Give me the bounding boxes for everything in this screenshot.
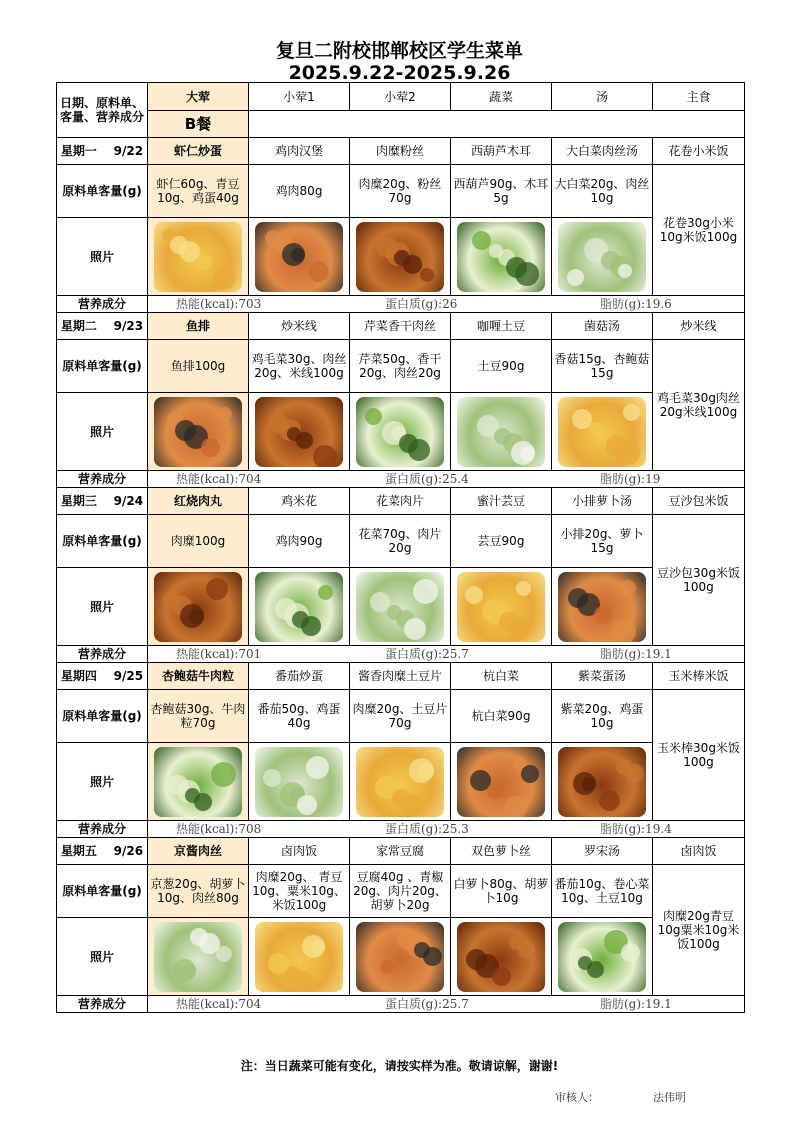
bok-choy-photo: [457, 747, 545, 817]
ingredient-amounts: 西葫芦90g、木耳5g: [451, 165, 552, 218]
day-name: 星期五: [60, 844, 97, 858]
honey-beans-photo: [457, 572, 545, 642]
shredded-pork-photo: [154, 922, 242, 992]
photo-label: 照片: [57, 218, 148, 296]
fat-value: 脂肪(g):19.1: [600, 997, 672, 1011]
seaweed-egg-soup-photo: [558, 747, 646, 817]
day-name: 星期二: [60, 319, 97, 333]
day-name: 星期四: [60, 669, 97, 683]
ingredient-amounts: 小排20g、萝卜15g: [552, 515, 653, 568]
staple-ingredients: 肉糜20g青豆10g粟米10g米饭100g: [653, 865, 745, 996]
chicken-patty-photo: [255, 222, 343, 292]
photo-label: 照片: [57, 918, 148, 996]
photo-cell: [552, 218, 653, 296]
ingredients-label: 原料单客量(g): [57, 865, 148, 918]
ingredient-amounts: 肉糜20g、土豆片70g: [350, 690, 451, 743]
curry-potato-photo: [457, 397, 545, 467]
dish-name: 肉糜粉丝: [350, 138, 451, 165]
staple-name: 卤肉饭: [653, 838, 745, 865]
ingredient-amounts: 虾仁60g、青豆10g、鸡蛋40g: [148, 165, 249, 218]
photo-cell: [148, 743, 249, 821]
day-date: 9/23: [113, 319, 144, 333]
celery-tofu-photo: [356, 397, 444, 467]
protein-value: 蛋白质(g):26: [385, 297, 458, 311]
ingredient-amounts: 京葱20g、胡萝卜10g、肉丝80g: [148, 865, 249, 918]
ingredient-amounts: 番茄10g、卷心菜10g、土豆10g: [552, 865, 653, 918]
protein-value: 蛋白质(g):25.7: [385, 647, 469, 661]
col-header-staple: 主食: [653, 83, 745, 111]
dish-name: 花菜肉片: [350, 488, 451, 515]
home-tofu-photo: [356, 922, 444, 992]
ingredient-amounts: 紫菜20g、鸡蛋10g: [552, 690, 653, 743]
shrimp-egg-photo: [154, 222, 242, 292]
nutrition-label: 营养成分: [57, 471, 148, 488]
potato-slices-photo: [356, 747, 444, 817]
rib-radish-soup-photo: [558, 572, 646, 642]
energy-value: 热能(kcal):708: [176, 822, 262, 836]
photo-cell: [552, 568, 653, 646]
staple-name: 豆沙包米饭: [653, 488, 745, 515]
ingredient-amounts: 大白菜20g、肉丝10g: [552, 165, 653, 218]
nutrition-values: [148, 646, 745, 663]
staple-ingredients: 花卷30g小米10g米饭100g: [653, 165, 745, 296]
beef-mushroom-photo: [154, 747, 242, 817]
ingredient-amounts: 鸡毛菜30g、肉丝20g、米线100g: [249, 340, 350, 393]
ingredient-amounts: 花菜70g、肉片20g: [350, 515, 451, 568]
date-range: 2025.9.22-2025.9.26: [288, 62, 511, 84]
photo-label: 照片: [57, 743, 148, 821]
day-date: 9/24: [113, 494, 144, 508]
day-cell: [57, 663, 148, 690]
dish-name: 番茄炒蛋: [249, 663, 350, 690]
col-header-soup: 汤: [552, 83, 653, 111]
nutrition-values: [148, 471, 745, 488]
ingredient-amounts: 土豆90g: [451, 340, 552, 393]
staple-ingredients: 鸡毛菜30g肉丝20g米线100g: [653, 340, 745, 471]
photo-cell: [451, 218, 552, 296]
fish-fillet-photo: [154, 397, 242, 467]
dish-name: 芹菜香干肉丝: [350, 313, 451, 340]
dish-name: 紫菜蛋汤: [552, 663, 653, 690]
cauliflower-pork-photo: [356, 572, 444, 642]
ingredient-amounts: 肉糜20g、 青豆10g、粟米10g、米饭100g: [249, 865, 350, 918]
page-title: 复旦二附校邯郸校区学生菜单: [275, 40, 523, 62]
dish-name: 蜜汁芸豆: [451, 488, 552, 515]
dish-name: 鸡肉汉堡: [249, 138, 350, 165]
meatball-photo: [154, 572, 242, 642]
nutrition-values: [148, 996, 745, 1013]
col-header-side-meat-2: 小荤2: [350, 83, 451, 111]
photo-cell: [451, 918, 552, 996]
photo-cell: [451, 393, 552, 471]
ingredients-label: 原料单客量(g): [57, 690, 148, 743]
dish-name: 罗宋汤: [552, 838, 653, 865]
photo-cell: [350, 918, 451, 996]
pork-vermicelli-photo: [356, 222, 444, 292]
menu-table: [56, 82, 745, 1013]
day-date: 9/25: [113, 669, 144, 683]
day-cell: [57, 838, 148, 865]
fat-value: 脂肪(g):19.4: [600, 822, 672, 836]
photo-label: 照片: [57, 393, 148, 471]
radish-shreds-photo: [457, 922, 545, 992]
photo-cell: [350, 743, 451, 821]
ingredient-amounts: 香菇15g、杏鲍菇15g: [552, 340, 653, 393]
photo-cell: [552, 918, 653, 996]
ingredients-label: 原料单客量(g): [57, 340, 148, 393]
dish-name: 京酱肉丝: [148, 838, 249, 865]
dish-name: 炒米线: [249, 313, 350, 340]
photo-cell: [451, 568, 552, 646]
photo-label: 照片: [57, 568, 148, 646]
dish-name: 小排萝卜汤: [552, 488, 653, 515]
reviewer-name: 法伟明: [653, 1091, 686, 1104]
nutrition-values: [148, 296, 745, 313]
protein-value: 蛋白质(g):25.4: [385, 472, 469, 486]
ingredients-label: 原料单客量(g): [57, 165, 148, 218]
dish-name: 西葫芦木耳: [451, 138, 552, 165]
day-cell: [57, 488, 148, 515]
ingredient-amounts: 鱼排100g: [148, 340, 249, 393]
tomato-egg-photo: [255, 747, 343, 817]
ingredient-amounts: 鸡肉80g: [249, 165, 350, 218]
reviewer-label: 审核人：: [555, 1091, 599, 1104]
photo-cell: [249, 218, 350, 296]
ingredient-amounts: 肉糜100g: [148, 515, 249, 568]
mushroom-soup-photo: [558, 397, 646, 467]
col-header-side-meat-1: 小荤1: [249, 83, 350, 111]
staple-name: 炒米线: [653, 313, 745, 340]
photo-cell: [451, 743, 552, 821]
photo-cell: [249, 568, 350, 646]
ingredient-amounts: 杏鲍菇30g、牛肉粒70g: [148, 690, 249, 743]
dish-name: 双色萝卜丝: [451, 838, 552, 865]
nutrition-values: [148, 821, 745, 838]
ingredient-amounts: 番茄50g、鸡蛋40g: [249, 690, 350, 743]
zucchini-fungus-photo: [457, 222, 545, 292]
photo-cell: [552, 393, 653, 471]
dish-name: 鸡米花: [249, 488, 350, 515]
staple-ingredients: 豆沙包30g米饭100g: [653, 515, 745, 646]
popcorn-chicken-photo: [255, 572, 343, 642]
dish-name: 家常豆腐: [350, 838, 451, 865]
cabbage-soup-photo: [558, 222, 646, 292]
energy-value: 热能(kcal):703: [176, 297, 262, 311]
corner-header: 日期、原料单、客量、营养成分: [57, 83, 148, 138]
fat-value: 脂肪(g):19.1: [600, 647, 672, 661]
meal-b-label: B餐: [148, 111, 249, 138]
photo-cell: [148, 918, 249, 996]
nutrition-label: 营养成分: [57, 296, 148, 313]
ingredient-amounts: 杭白菜90g: [451, 690, 552, 743]
day-date: 9/22: [113, 144, 144, 158]
photo-cell: [249, 393, 350, 471]
dish-name: 杏鲍菇牛肉粒: [148, 663, 249, 690]
protein-value: 蛋白质(g):25.3: [385, 822, 469, 836]
fried-noodles-photo: [255, 397, 343, 467]
dish-name: 卤肉饭: [249, 838, 350, 865]
ingredient-amounts: 肉糜20g、粉丝70g: [350, 165, 451, 218]
braised-pork-rice-photo: [255, 922, 343, 992]
ingredient-amounts: 鸡肉90g: [249, 515, 350, 568]
footer-note: 注：当日蔬菜可能有变化，请按实样为准。敬请谅解，谢谢!: [240, 1059, 559, 1073]
nutrition-label: 营养成分: [57, 996, 148, 1013]
dish-name: 红烧肉丸: [148, 488, 249, 515]
energy-value: 热能(kcal):704: [176, 997, 262, 1011]
protein-value: 蛋白质(g):25.7: [385, 997, 469, 1011]
fat-value: 脂肪(g):19.6: [600, 297, 672, 311]
photo-cell: [249, 918, 350, 996]
photo-cell: [350, 218, 451, 296]
meal-b-blank: [249, 111, 745, 138]
ingredients-label: 原料单客量(g): [57, 515, 148, 568]
dish-name: 大白菜肉丝汤: [552, 138, 653, 165]
photo-cell: [148, 393, 249, 471]
day-name: 星期一: [60, 144, 97, 158]
fat-value: 脂肪(g):19: [600, 472, 661, 486]
day-date: 9/26: [113, 844, 144, 858]
photo-cell: [148, 218, 249, 296]
photo-cell: [350, 568, 451, 646]
ingredient-amounts: 芹菜50g、香干20g、肉丝20g: [350, 340, 451, 393]
day-name: 星期三: [60, 494, 97, 508]
photo-cell: [552, 743, 653, 821]
staple-ingredients: 玉米棒30g米饭100g: [653, 690, 745, 821]
col-header-vegetable: 蔬菜: [451, 83, 552, 111]
ingredient-amounts: 白萝卜80g、胡萝卜10g: [451, 865, 552, 918]
dish-name: 杭白菜: [451, 663, 552, 690]
energy-value: 热能(kcal):701: [176, 647, 262, 661]
staple-name: 玉米棒米饭: [653, 663, 745, 690]
col-header-main-meat: 大荤: [148, 83, 249, 111]
nutrition-label: 营养成分: [57, 821, 148, 838]
day-cell: [57, 313, 148, 340]
dish-name: 鱼排: [148, 313, 249, 340]
photo-cell: [350, 393, 451, 471]
dish-name: 咖喱土豆: [451, 313, 552, 340]
ingredient-amounts: 芸豆90g: [451, 515, 552, 568]
energy-value: 热能(kcal):704: [176, 472, 262, 486]
borscht-photo: [558, 922, 646, 992]
staple-name: 花卷小米饭: [653, 138, 745, 165]
photo-cell: [148, 568, 249, 646]
ingredient-amounts: 豆腐40g 、青椒20g、肉片20g、 胡萝卜20g: [350, 865, 451, 918]
photo-cell: [249, 743, 350, 821]
day-cell: [57, 138, 148, 165]
dish-name: 虾仁炒蛋: [148, 138, 249, 165]
dish-name: 菌菇汤: [552, 313, 653, 340]
nutrition-label: 营养成分: [57, 646, 148, 663]
dish-name: 酱香肉糜土豆片: [350, 663, 451, 690]
